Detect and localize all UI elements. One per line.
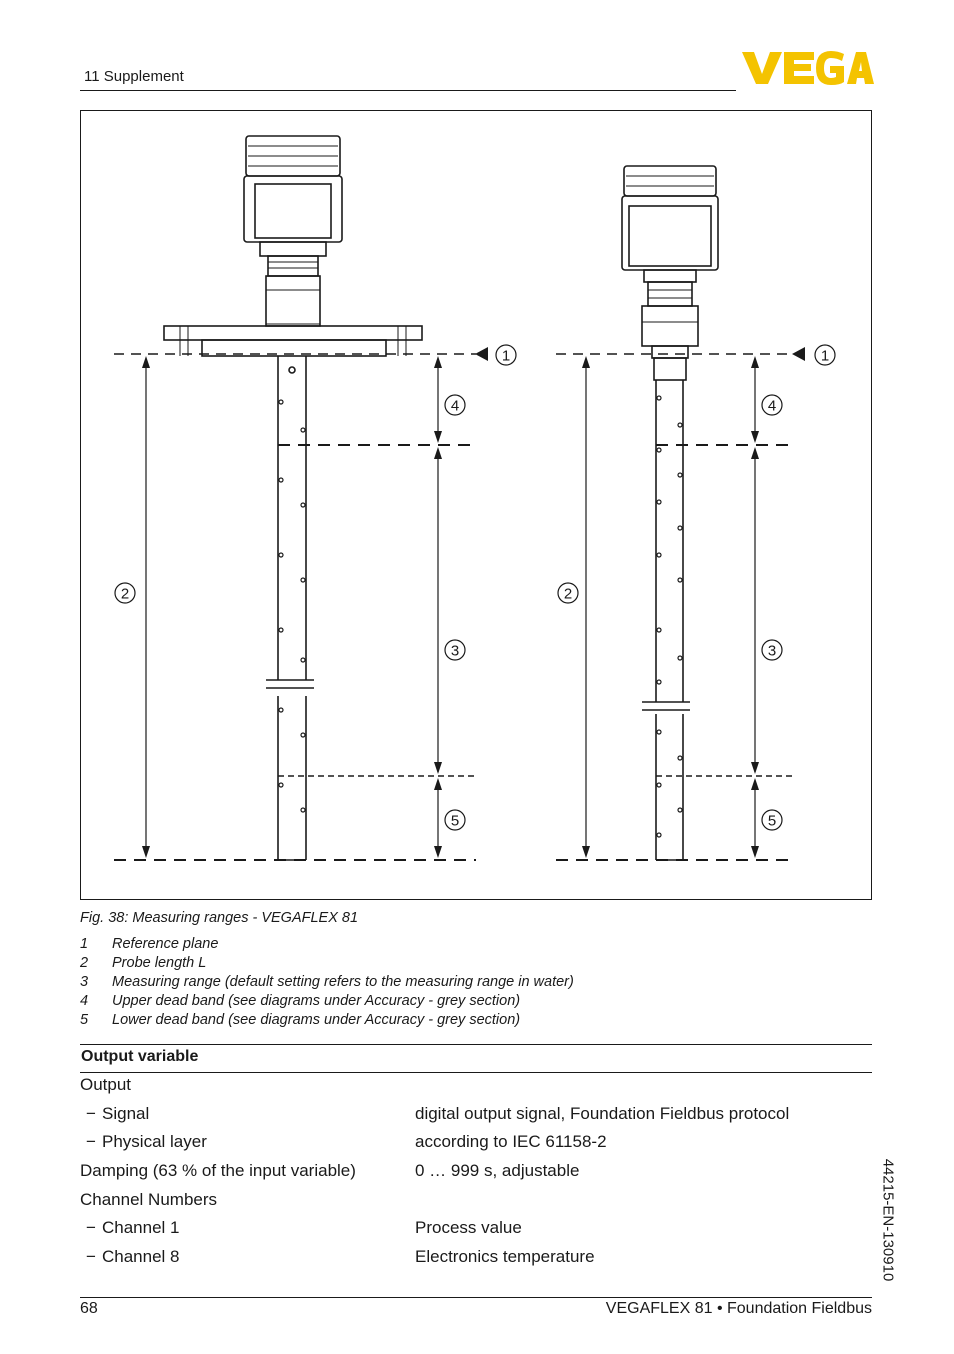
flange-probe-rod [266,356,314,860]
callout-3-right: 3 [767,642,777,660]
callout-1-right: 1 [820,347,830,365]
right-dimension-arrows [586,360,755,855]
spec-rule-top [80,1044,872,1045]
thread-probe-rod [642,380,690,860]
page-number: 68 [80,1300,98,1317]
section-title: 11 Supplement [84,68,184,85]
figure-legend [80,935,574,1030]
spec-row-damping: Damping (63 % of the input variable) 0 … 999 s, adjustable [80,1161,580,1180]
footer-rule [80,1297,872,1298]
figure-caption: Fig. 38: Measuring ranges - VEGAFLEX 81 [80,910,359,926]
legend-item: 5 Lower dead band (see diagrams under Accuracy - grey section) [80,1012,521,1028]
callout-2-left: 2 [120,585,130,603]
spec-row-output: Output [80,1075,132,1094]
measuring-ranges-diagram [80,110,872,900]
footer-title: VEGAFLEX 81 • Foundation Fieldbus [605,1300,872,1317]
spec-row-physical-layer: − Physical layer according to IEC 61158-2 [86,1132,607,1151]
header-rule [80,90,736,91]
left-reference-lines [114,354,476,860]
callout-4-right: 4 [767,397,777,415]
vega-logo [738,48,874,86]
callout-5-right: 5 [767,812,777,830]
legend-item: 2 Probe length L [80,955,207,971]
callout-1-left: 1 [501,347,511,365]
thread-probe-holes [657,396,682,837]
left-arrowheads [142,347,488,858]
callout-4-left: 4 [450,397,460,415]
legend-item: 1 Reference plane [80,936,219,952]
right-arrowheads [582,347,805,858]
legend-item: 4 Upper dead band (see diagrams under Accuracy - grey section) [80,993,521,1009]
spec-heading: Output variable [81,1048,199,1065]
spec-row-channel-1: − Channel 1 Process value [86,1218,522,1237]
thread-device-housing [622,166,718,380]
flange-device-housing [244,136,342,326]
flange-probe-holes [279,400,305,812]
callout-5-left: 5 [450,812,460,830]
spec-row-channel-numbers: Channel Numbers [80,1190,218,1209]
callout-3-left: 3 [450,642,460,660]
document-id: 44215-EN-130910 [879,1158,897,1282]
callout-2-right: 2 [563,585,573,603]
legend-item: 3 Measuring range (default setting refers to the measuring range in water) [80,974,574,990]
spec-row-signal: − Signal digital output signal, Foundation Fieldbus protocol [86,1104,790,1123]
left-dimension-arrows [146,360,438,855]
flange [164,326,422,356]
spec-row-channel-8: − Channel 8 Electronics temperature [86,1247,595,1266]
